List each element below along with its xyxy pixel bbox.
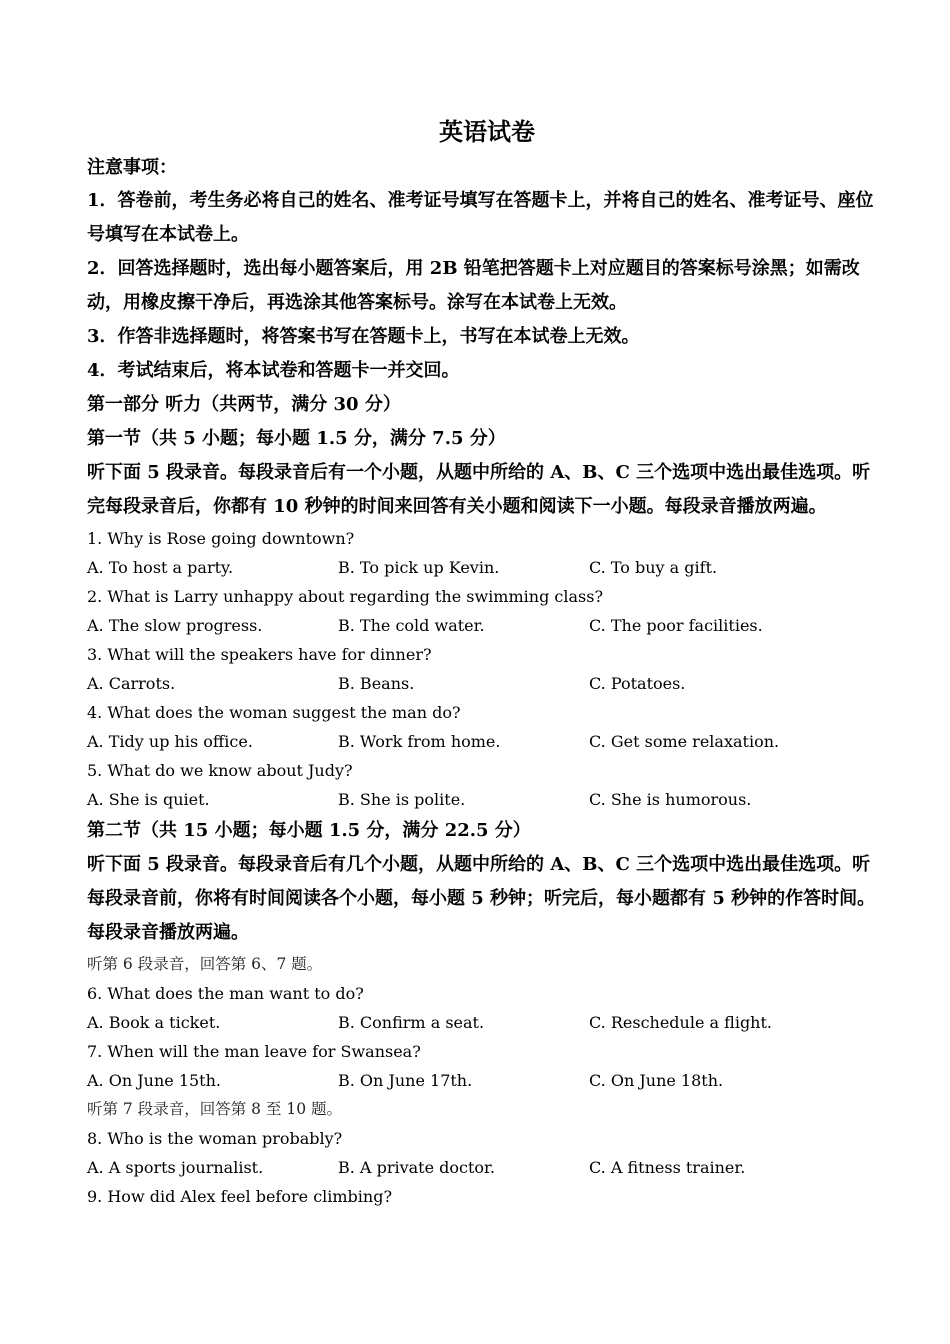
- option-b: B. A private doctor.: [338, 1158, 496, 1177]
- options-row: [87, 785, 887, 814]
- question: 5. What do we know about Judy?: [87, 761, 353, 780]
- notice-item: 3．作答非选择题时，将答案书写在答题卡上，书写在本试卷上无效。: [87, 326, 640, 347]
- options-row: [87, 1153, 887, 1182]
- exam-page: [87, 112, 887, 1211]
- option-c: C. The poor facilities.: [589, 616, 763, 635]
- option-b: B. To pick up Kevin.: [338, 558, 500, 577]
- option-c: C. To buy a gift.: [589, 558, 718, 577]
- option-c: C. Get some relaxation.: [589, 732, 780, 751]
- section-directions: 听下面 5 段录音。每段录音后有几个小题，从题中所给的 A、B、C 三个选项中选出最佳选项。听每段录音前，你将有时间阅读各个小题，每小题 5 秒钟；听完后，每小题都有 5 秒钟的作答时间。每段录音播放两遍。: [87, 854, 876, 943]
- option-c: C. On June 18th.: [589, 1071, 724, 1090]
- option-a: A. To host a party.: [87, 558, 234, 577]
- recording-instruction: 听第 6 段录音，回答第 6、7 题。: [87, 955, 323, 973]
- option-b: B. Confirm a seat.: [338, 1013, 485, 1032]
- section-heading: 第一节（共 5 小题；每小题 1.5 分，满分 7.5 分）: [87, 428, 506, 449]
- option-b: B. She is polite.: [338, 790, 466, 809]
- options-row: [87, 1008, 887, 1037]
- part-heading: 第一部分 听力（共两节，满分 30 分）: [87, 394, 401, 415]
- section-heading: 第二节（共 15 小题；每小题 1.5 分，满分 22.5 分）: [87, 820, 531, 841]
- question: 2. What is Larry unhappy about regarding the swimming class?: [87, 587, 604, 606]
- option-c: C. She is humorous.: [589, 790, 752, 809]
- question: 8. Who is the woman probably?: [87, 1129, 343, 1148]
- options-row: [87, 1066, 887, 1095]
- recording-instruction: 听第 7 段录音，回答第 8 至 10 题。: [87, 1100, 343, 1118]
- notice-header: 注意事项：: [87, 157, 177, 178]
- option-b: B. Work from home.: [338, 732, 501, 751]
- question: 6. What does the man want to do?: [87, 984, 364, 1003]
- option-a: A. She is quiet.: [87, 790, 210, 809]
- notice-item: 2．回答选择题时，选出每小题答案后，用 2B 铅笔把答题卡上对应题目的答案标号涂黑；如需改动，用橡皮擦干净后，再选涂其他答案标号。涂写在本试卷上无效。: [87, 258, 860, 313]
- option-a: A. Tidy up his office.: [87, 732, 253, 751]
- section-directions: 听下面 5 段录音。每段录音后有一个小题，从题中所给的 A、B、C 三个选项中选出最佳选项。听完每段录音后，你都有 10 秒钟的时间来回答有关小题和阅读下一小题。每段录音播放两遍。: [87, 462, 871, 517]
- question: 7. When will the man leave for Swansea?: [87, 1042, 421, 1061]
- notice-item: 1．答卷前，考生务必将自己的姓名、准考证号填写在答题卡上，并将自己的姓名、准考证号、座位号填写在本试卷上。: [87, 190, 874, 245]
- question: 4. What does the woman suggest the man do?: [87, 703, 461, 722]
- options-row: [87, 669, 887, 698]
- options-row: [87, 611, 887, 640]
- option-b: B. Beans.: [338, 674, 415, 693]
- option-c: C. Potatoes.: [589, 674, 686, 693]
- question: 9. How did Alex feel before climbing?: [87, 1187, 393, 1206]
- option-b: B. The cold water.: [338, 616, 485, 635]
- option-c: C. Reschedule a flight.: [589, 1013, 772, 1032]
- option-a: A. Carrots.: [87, 674, 176, 693]
- option-b: B. On June 17th.: [338, 1071, 473, 1090]
- options-row: [87, 553, 887, 582]
- question: 3. What will the speakers have for dinner?: [87, 645, 432, 664]
- options-row: [87, 727, 887, 756]
- option-a: A. On June 15th.: [87, 1071, 221, 1090]
- notice-item: 4．考试结束后，将本试卷和答题卡一并交回。: [87, 360, 460, 381]
- option-a: A. A sports journalist.: [87, 1158, 264, 1177]
- option-c: C. A fitness trainer.: [589, 1158, 746, 1177]
- exam-title: 英语试卷: [439, 117, 535, 146]
- question: 1. Why is Rose going downtown?: [87, 529, 355, 548]
- option-a: A. The slow progress.: [87, 616, 263, 635]
- option-a: A. Book a ticket.: [87, 1013, 221, 1032]
